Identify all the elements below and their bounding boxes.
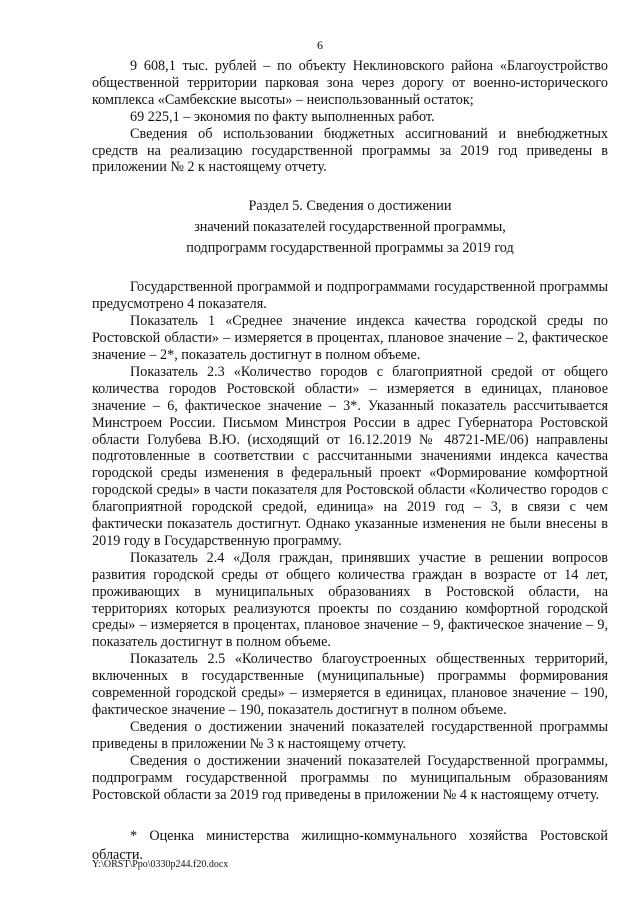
paragraph-savings: 69 225,1 – экономия по факту выполненных работ. xyxy=(130,108,435,125)
section-heading-line-1: Раздел 5. Сведения о достижении xyxy=(248,198,452,215)
paragraph-indicator-1: Показатель 1 «Среднее значение индекса качества городской среды по Ростовской области» – измеряется в процентах, плановое значение – 2, фактическое значение – 2*, показатель достигнут в полном объеме. xyxy=(92,313,608,363)
document-body xyxy=(92,58,608,865)
page-number: 6 xyxy=(317,38,323,52)
paragraph-indicator-2-5: Показатель 2.5 «Количество благоустроенных общественных территорий, включенных в государственные (муниципальные) программы формирования современной городской среды» – измеряется в единицах, плановое значение – 190, фактическое значение – 190, показатель достигнут в полном объеме. xyxy=(92,651,608,718)
paragraph-appendix-3: Сведения о достижении значений показателей государственной программы приведены в приложении № 3 к настоящему отчету. xyxy=(92,718,608,752)
paragraph-indicator-2-4: Показатель 2.4 «Доля граждан, принявших участие в решении вопросов развития городской среды от общего количества граждан в возрасте от 14 лет, проживающих в муниципальных образованиях в Ростовской области, на территориях которых реализуются проекты по созданию комфортной городской среды» – измеряется в процентах, плановое значение – 9, фактическое значение – 9, показатель достигнут в полном объеме. xyxy=(92,549,608,651)
paragraph-budget-info: Сведения об использовании бюджетных ассигнований и внебюджетных средств на реализацию государственной программы за 2019 год приведены в приложении № 2 к настоящему отчету. xyxy=(92,125,608,176)
paragraph-indicator-2-3: Показатель 2.3 «Количество городов с благоприятной средой от общего количества городов Ростовской области» – измеряется в единицах, плановое значение – 6, фактическое значение – 3*. Указанный показатель рассчитывается Минстроем России. Письмом Минстроя России в адрес Губернатора Ростовской области Голубева В.Ю. (исходящий от 16.12.2019 № 48721-МЕ/06) направлены подготовленные в соответствии с рассчитанными значениями индекса качества городской среды изменения в федеральный проект «Формирование комфортной городской среды» в части показателя для Ростовской области «Количество городов с благоприятной городской средой, единица» на 2019 год – 3, в связи с чем фактически показатель достигнут. Однако указанные изменения не были внесены в 2019 году в Государственную программу. xyxy=(92,363,608,549)
section-heading-line-3: подпрограмм государственной программы за 2019 год xyxy=(186,240,514,257)
section-heading xyxy=(92,196,608,259)
paragraph-indicator-count: Государственной программой и подпрограммами государственной программы предусмотрено 4 показателя. xyxy=(92,279,608,313)
section-heading-line-2: значений показателей государственной программы, xyxy=(194,219,506,236)
paragraph-appendix-4: Сведения о достижении значений показателей Государственной программы, подпрограмм государственной программы по муниципальным образованиям Ростовской области за 2019 год приведены в приложении № 4 к настоящему отчету. xyxy=(92,752,608,803)
paragraph-neklinovsky-balance: 9 608,1 тыс. рублей – по объекту Неклиновского района «Благоустройство общественной территории парковая зона через дорогу от военно-исторического комплекса «Самбекские высоты» – неиспользованный остаток; xyxy=(92,58,608,108)
file-path: Y:\ORST\Ppo\0330p244.f20.docx xyxy=(92,859,229,870)
footnote: * Оценка министерства жилищно-коммунального хозяйства Ростовской области. xyxy=(92,828,608,864)
